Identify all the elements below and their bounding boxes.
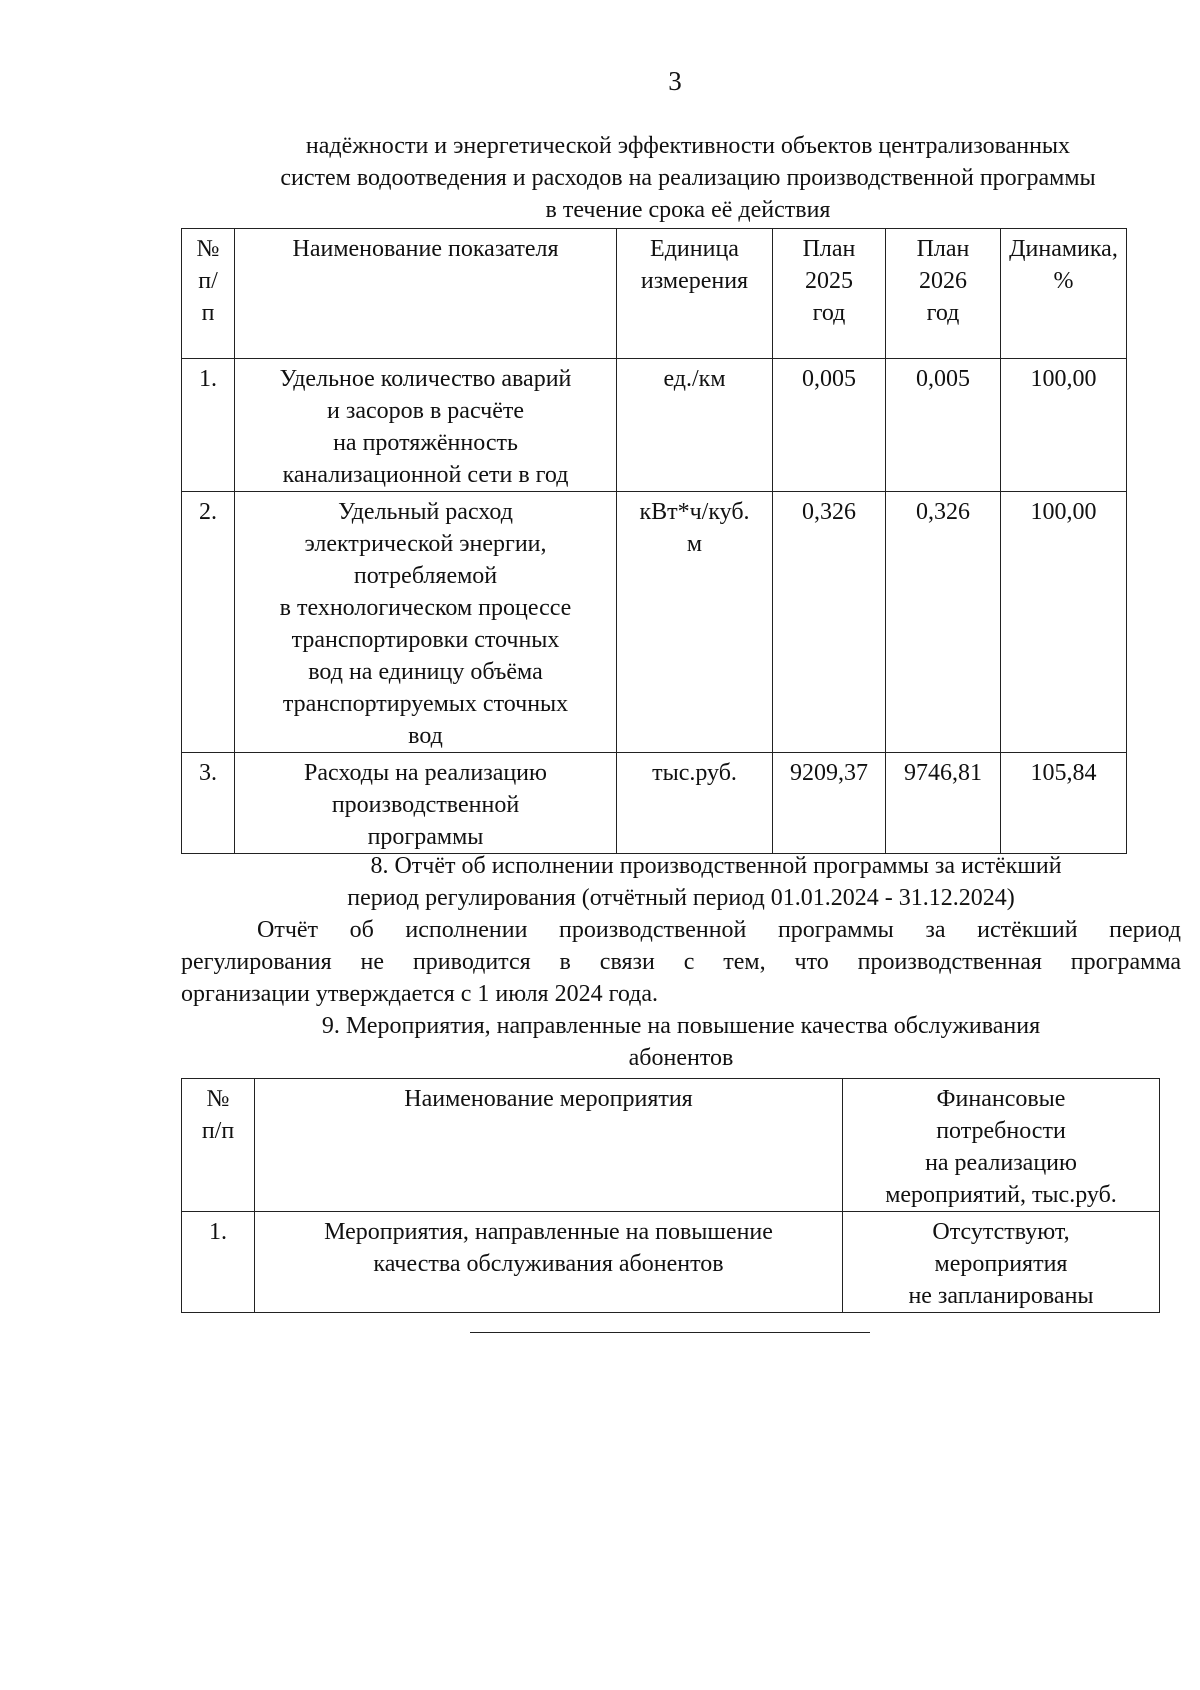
section-8-title: 8. Отчёт об исполнении производственной программы за истёкший период регулирования (отчётный период 01.01.2024 - 31.12.2024) (347, 853, 1062, 911)
activities-table (181, 1078, 1160, 1313)
row-num: 1. (182, 359, 235, 492)
row-num: 2. (182, 492, 235, 753)
header-unit: Единица измерения (617, 229, 773, 359)
section-8 (181, 850, 1181, 1010)
table-header-row (182, 229, 1127, 359)
header-plan-2026: План 2026 год (886, 229, 1001, 359)
plan-2025-value: 0,005 (773, 359, 886, 492)
section-8-paragraph-line: Отчёт об исполнении производственной программы за истёкший период (257, 917, 1181, 943)
header-indicator-name: Наименование показателя (235, 229, 617, 359)
table-row (182, 1212, 1160, 1313)
section-8-paragraph-line: регулирования не приводится в связи с тем, что производственная программа (181, 949, 1181, 975)
header-plan-2025: План 2025 год (773, 229, 886, 359)
indicators-table (181, 228, 1127, 854)
heading-line: систем водоотведения и расходов на реализацию производственной программы (280, 165, 1096, 191)
page-number: 3 (668, 66, 682, 96)
header-dynamics: Динамика, % (1001, 229, 1127, 359)
activity-finance: Отсутствуют, мероприятия не запланированы (843, 1212, 1160, 1313)
section-8-paragraph-line: организации утверждается с 1 июля 2024 года. (181, 981, 659, 1007)
table-header-row (182, 1079, 1160, 1212)
indicator-unit: кВт*ч/куб. м (617, 492, 773, 753)
heading-line: надёжности и энергетической эффективности объектов централизованных (305, 133, 1071, 159)
indicator-name: Удельный расход электрической энергии, потребляемой в технологическом процессе транспортировки сточных вод на единицу объёма транспортируемых сточных вод (235, 492, 617, 753)
table-row (182, 359, 1127, 492)
dynamics-value: 100,00 (1001, 359, 1127, 492)
indicator-unit: ед./км (617, 359, 773, 492)
header-activity-name: Наименование мероприятия (255, 1079, 843, 1212)
indicator-name: Расходы на реализацию производственной программы (235, 753, 617, 854)
table-heading (188, 130, 1188, 226)
activity-name: Мероприятия, направленные на повышение качества обслуживания абонентов (255, 1212, 843, 1313)
header-finance: Финансовые потребности на реализацию мероприятий, тыс.руб. (843, 1079, 1160, 1212)
table-row (182, 753, 1127, 854)
section-9-title: 9. Мероприятия, направленные на повышение качества обслуживания абонентов (321, 1013, 1041, 1071)
dynamics-value: 100,00 (1001, 492, 1127, 753)
row-num: 1. (182, 1212, 255, 1313)
heading-line: в течение срока её действия (545, 197, 831, 223)
plan-2026-value: 0,326 (886, 492, 1001, 753)
header-num: № п/п (182, 1079, 255, 1212)
indicator-unit: тыс.руб. (617, 753, 773, 854)
dynamics-value: 105,84 (1001, 753, 1127, 854)
indicator-name: Удельное количество аварий и засоров в расчёте на протяжённость канализационной сети в год (235, 359, 617, 492)
footer-rule (470, 1332, 870, 1333)
header-num: № п/ п (182, 229, 235, 359)
plan-2026-value: 9746,81 (886, 753, 1001, 854)
plan-2025-value: 9209,37 (773, 753, 886, 854)
plan-2026-value: 0,005 (886, 359, 1001, 492)
plan-2025-value: 0,326 (773, 492, 886, 753)
table-row (182, 492, 1127, 753)
row-num: 3. (182, 753, 235, 854)
